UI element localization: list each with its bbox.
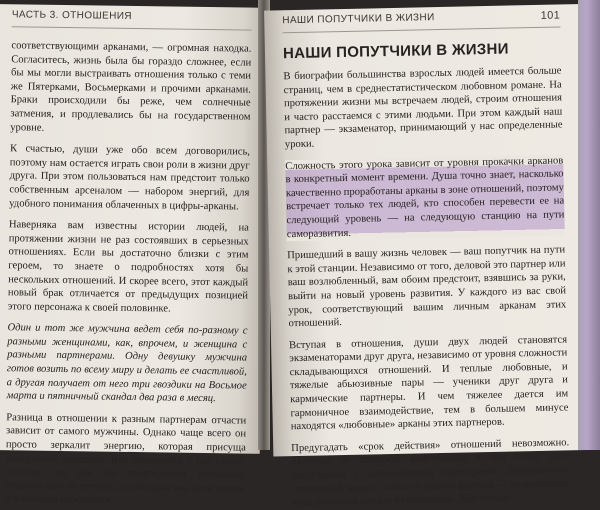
page-number: 101 [540, 9, 561, 22]
right-paragraph-4: Вступая в отношения, души двух людей становятся экзаменаторами друг друга, независимо от уровня сложности складывающихся отношений. И теплые любовные, и тяжелые абьюзивные пары — ученики друг друга и кармические партнеры. И чем тяжелее дается им гармоничное взаимодействие, тем в большем минусе находятся «любовные» арканы этих партнеров. [288, 334, 569, 433]
left-paragraph-1: соответствующими арканами, — огромная находка. Согласитесь, жизнь была бы гораздо сложнее, если бы мы могли выстраивать отношения только с теми же Пятерками, Восьмерками и прочими арканами. Браки происходили бы реже, чем солнечные затмения, и продлевались бы на государственном уровне. [10, 40, 252, 134]
left-page [0, 4, 266, 507]
right-page [264, 4, 591, 509]
right-running-header [282, 4, 560, 33]
left-paragraph-2: К счастью, души уже обо всем договорились, поэтому нам остается играть свои роли в жизни друг друга. При этом пользоваться нам предстоит только собственным арсеналом — набором энергий, для удобного понимания облаченных в цифры-арканы. [9, 143, 251, 212]
left-paragraph-5: Разница в отношении к разным партнерам отчасти зависит от самого мужчины. Однако чаще всего он просто зеркалит энергию, которая присуща конкретной женщине. Все начинается с нас самих, поэтому мы как бы провоцируем половинку отдавать нам те ресурсы, на которые мы сами живем и в которых нуждаемся. [5, 412, 247, 507]
chapter-title: НАШИ ПОПУТЧИКИ В ЖИЗНИ [282, 40, 509, 63]
left-running-header: ЧАСТЬ 3. ОТНОШЕНИЯ [12, 4, 252, 30]
page-edges [578, 0, 600, 450]
left-paragraph-3: Наверняка вам известны истории людей, на протяжении жизни не раз состоявших в серьезных отношениях. Если вы достаточно близки с этим героем, то знаете о подробностях хотя бы нескольких отношений. И скорее всего, этот каждый новый брак отличается от предыдущих позицией этого персонажа к своей половинке. [7, 219, 249, 315]
right-paragraph-5: Предугадать «срок действия» отношений невозможно. Матрица не содержит информации и тем более даты расставания с кармическими партнерами. Длительность отношений зависит лишь от одного фактора — направления, куда движется каждая из половинок. Как только [291, 437, 571, 509]
right-paragraph-1: В биографии большинства взрослых людей имеется больше страниц, чем в среднестатистическом любовном романе. На протяжении жизни мы встречаем людей, строим отношения и часто расстаемся с этими людьми. При этом каждый наш партнер — экзаменатор, принимающий у нас определенные уроки. [283, 65, 563, 151]
right-paragraph-2-highlighted: Сложность этого урока зависит от уровня прокачки арканов в конкретный момент времени. Душа точно знает, насколько качественно проработаны арканы в зоне отношений, поэтому встречает только тех людей, кто способен перевести ее на следующий уровень — на следующую станцию на пути саморазвития. [285, 154, 565, 240]
left-paragraph-4-italic: Один и тот же мужчина ведет себя по-разному с разными женщинами, как, впрочем, и женщина с разными партнерами. Одну девушку мужчина готов возить по всему миру и делать ее счастливой, а другая получает от него три гвоздики на Восьмое марта и пятничный скандал два раза в месяц. [6, 322, 248, 405]
right-header-title: НАШИ ПОПУТЧИКИ В ЖИЗНИ [282, 12, 435, 27]
right-paragraph-3: Пришедший в вашу жизнь человек — ваш попутчик на пути к этой станции. Независимо от того, деловой это партнер или ваш возлюбленный, вам обоим предстоит, взявшись за руки, выйти на новый уровень развития. У каждого из вас свой урок, соответствующий вашим личным арканам этих отношений. [287, 244, 567, 330]
